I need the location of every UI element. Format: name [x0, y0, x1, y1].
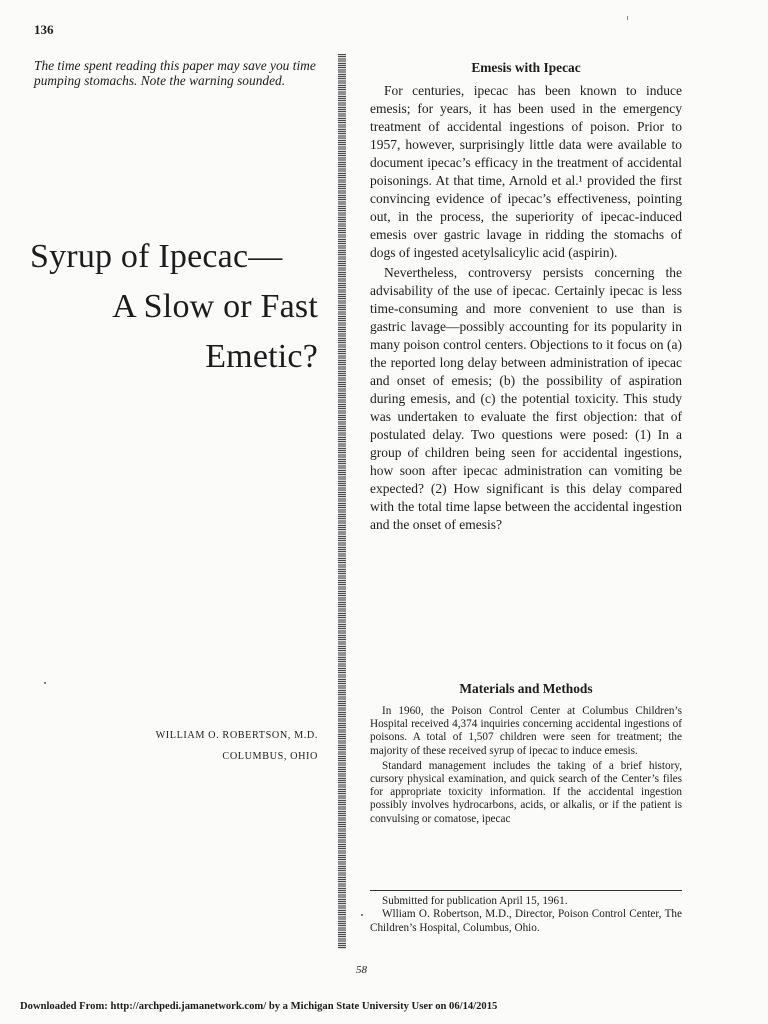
body-paragraph: Standard management includes the taking of a brief history, cursory physical examination, and quick search of the Center’s files for appropriate toxicity information. If the accidental ingestion possibly involves hydrocarbons, acids, or alkalis, or if the patient is convulsing or comatose, ipecac: [370, 759, 682, 825]
title-line-2: A Slow or Fast: [112, 288, 318, 325]
scan-speck: [361, 914, 363, 916]
page-number: 136: [34, 22, 54, 37]
title-line-3: Emetic?: [205, 338, 318, 375]
body-paragraph: In 1960, the Poison Control Center at Columbus Children’s Hospital received 4,374 inquiries concerning accidental ingestions of poisons. A total of 1,507 children were seen for treatment; the majority of these received syrup of ipecac to induce emesis.: [370, 705, 682, 757]
footnotes: [370, 890, 682, 935]
body-paragraph: For centuries, ipecac has been known to induce emesis; for years, it has been used in the emergency treatment of accidental ingestions of poison. Prior to 1957, however, surprisingly little data were available to document ipecac’s efficacy in the treatment of accidental poisonings. At that time, Arnold et al.¹ provided the first convincing evidence of ipecac’s effectiveness, pointing out, in the process, the superiority of ipecac-induced emesis over gastric lavage in ridding the stomachs of dogs of ingested acetylsalicylic acid (aspirin).: [370, 83, 682, 260]
section-heading: Materials and Methods: [459, 681, 593, 696]
body-paragraph: Nevertheless, controversy persists concerning the advisability of the use of ipecac. Certainly ipecac is less time-consuming and more convenient to use than is gastric lavage—possibly accounting for its popularity in many poison control centers. Objections to it focus on (a) the reported long delay between administration of ipecac and onset of emesis; (b) the possibility of aspiration during emesis, and (c) the potential toxicity. This study was undertaken to evaluate the first objection: that of postulated delay. Two questions were posed: (1) In a group of children being seen for accidental ingestions, how soon after ipecac administration can vomiting be expected? (2) How significant is this delay compared with the total time lapse between the accidental ingestion and the onset of emesis?: [370, 265, 682, 532]
author-location: COLUMBUS, OHIO: [222, 751, 318, 762]
download-notice: Downloaded From: http://archpedi.jamanetwork.com/ by a Michigan State University User on 06/14/2015: [20, 1001, 498, 1012]
scan-mark: [627, 16, 628, 20]
section-emesis-with-ipecac: [370, 60, 682, 534]
footnote-submitted: Submitted for publication April 15, 1961.: [382, 895, 568, 907]
scan-speck: [44, 682, 46, 684]
section-materials-and-methods: [370, 681, 682, 826]
teaser-text: The time spent reading this paper may save you time pumping stomachs. Note the warning sounded.: [34, 58, 316, 88]
article-title: [30, 232, 318, 382]
folio-number: 58: [356, 964, 367, 976]
author-block: [100, 725, 318, 767]
footnote-author-affiliation: Wlliam O. Robertson, M.D., Director, Poison Control Center, The Children’s Hospital, Columbus, Ohio.: [370, 908, 682, 934]
title-line-1: Syrup of Ipecac—: [30, 238, 283, 275]
section-heading: Emesis with Ipecac: [471, 60, 581, 75]
author-name: WILLIAM O. ROBERTSON, M.D.: [155, 730, 318, 741]
decorative-ruled-bar: [338, 54, 346, 949]
